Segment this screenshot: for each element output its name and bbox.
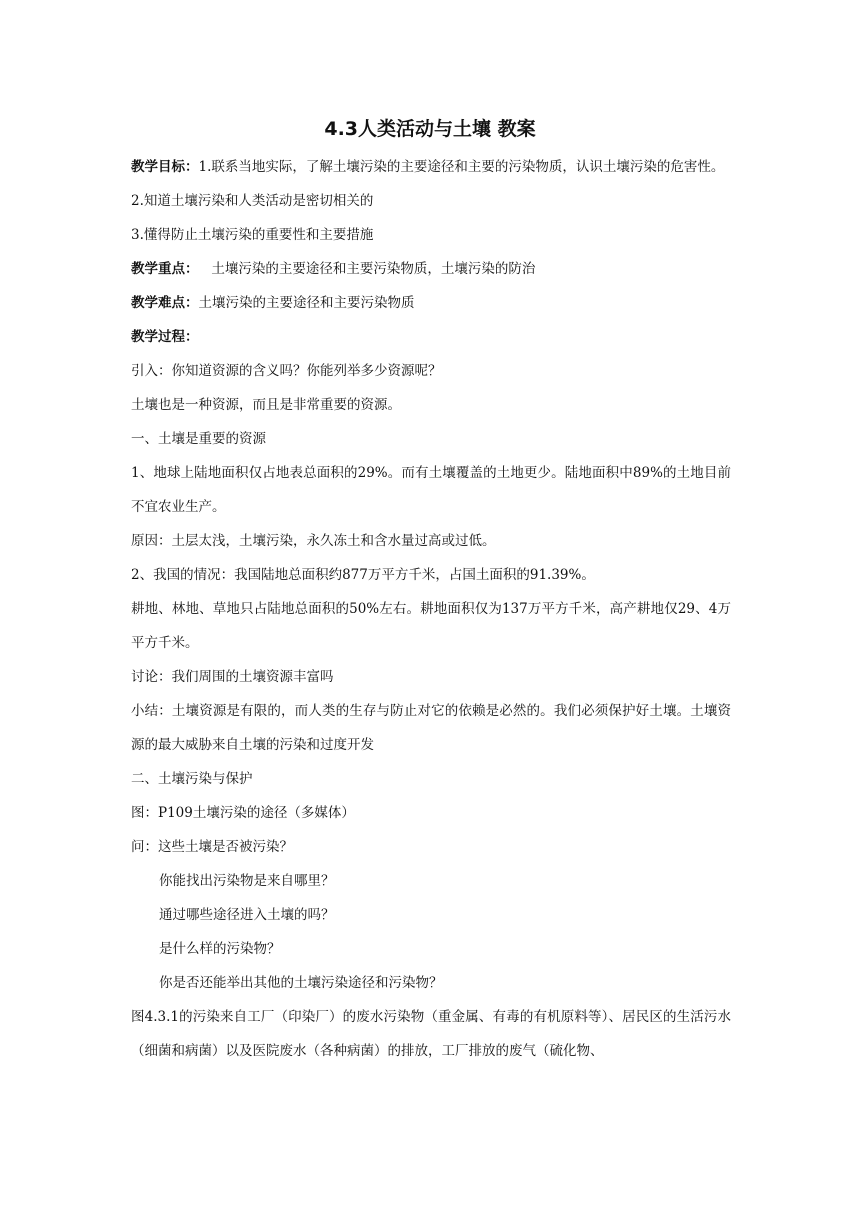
section-2-heading: 二、土壤污染与保护 <box>131 771 253 787</box>
difficulties-label: 教学难点： <box>131 295 199 311</box>
summary-paragraph: 小结：土壤资源是有限的，而人类的生存与防止对它的依赖是必然的。我们必须保护好土壤。土壤资源的最大威胁来自土壤的污染和过度开发 <box>131 703 731 753</box>
objective-item-1: 1.联系当地实际，了解土壤污染的主要途径和主要的污染物质，认识土壤污染的危害性。 <box>198 159 725 175</box>
page-title: 4.3人类活动与土壤 教案 <box>324 118 536 140</box>
document-body <box>131 150 731 1068</box>
process-paragraph <box>131 320 731 354</box>
objectives-label: 教学目标： <box>131 159 199 175</box>
section-1-heading: 一、土壤是重要的资源 <box>131 431 266 447</box>
intro-paragraph: 引入：你知道资源的含义吗？你能列举多少资源呢？ <box>131 363 442 379</box>
objectives-paragraph <box>131 150 731 184</box>
objective-item-3: 3.懂得防止土壤污染的重要性和主要措施 <box>131 227 374 243</box>
question-paragraph: 问：这些土壤是否被污染？ <box>131 839 293 855</box>
reason-paragraph: 原因：土层太浅，土壤污染，永久冻土和含水量过高或过低。 <box>131 533 496 549</box>
soil-resource-paragraph: 土壤也是一种资源，而且是非常重要的资源。 <box>131 397 401 413</box>
figure-description-paragraph: 图4.3.1的污染来自工厂（印染厂）的废水污染物（重金属、有毒的有机原料等）、居民区的生活污水（细菌和病菌）以及医院废水（各种病菌）的排放，工厂排放的废气（硫化物、 <box>131 1009 731 1059</box>
question-item-2: 通过哪些途径进入土壤的吗？ <box>159 907 335 923</box>
china-situation-paragraph: 2、我国的情况：我国陆地总面积约877万平方千米，占国土面积的91.39%。 <box>131 567 595 583</box>
figure-reference: 图：P109土壤污染的途径（多媒体） <box>131 805 355 821</box>
key-points-text: 土壤污染的主要途径和主要污染物质，土壤污染的防治 <box>211 261 536 277</box>
objective-item-2: 2.知道土壤污染和人类活动是密切相关的 <box>131 193 374 209</box>
discussion-paragraph: 讨论：我们周围的土壤资源丰富吗 <box>131 669 334 685</box>
farmland-paragraph: 耕地、林地、草地只占陆地总面积的50%左右。耕地面积仅为137万平方千米，高产耕地仅29、4万平方千米。 <box>131 601 731 651</box>
question-item-1: 你能找出污染物是来自哪里？ <box>159 873 335 889</box>
difficulties-paragraph <box>131 286 731 320</box>
key-points-paragraph <box>131 252 731 286</box>
question-item-4: 你是否还能举出其他的土壤污染途径和污染物？ <box>159 975 443 991</box>
question-item-3: 是什么样的污染物？ <box>159 941 281 957</box>
land-area-paragraph: 1、地球上陆地面积仅占地表总面积的29%。而有土壤覆盖的土地更少。陆地面积中89%的土地目前不宜农业生产。 <box>131 465 731 515</box>
process-label: 教学过程： <box>131 329 199 345</box>
key-points-label: 教学重点： <box>131 261 199 277</box>
difficulties-text: 土壤污染的主要途径和主要污染物质 <box>198 295 415 311</box>
